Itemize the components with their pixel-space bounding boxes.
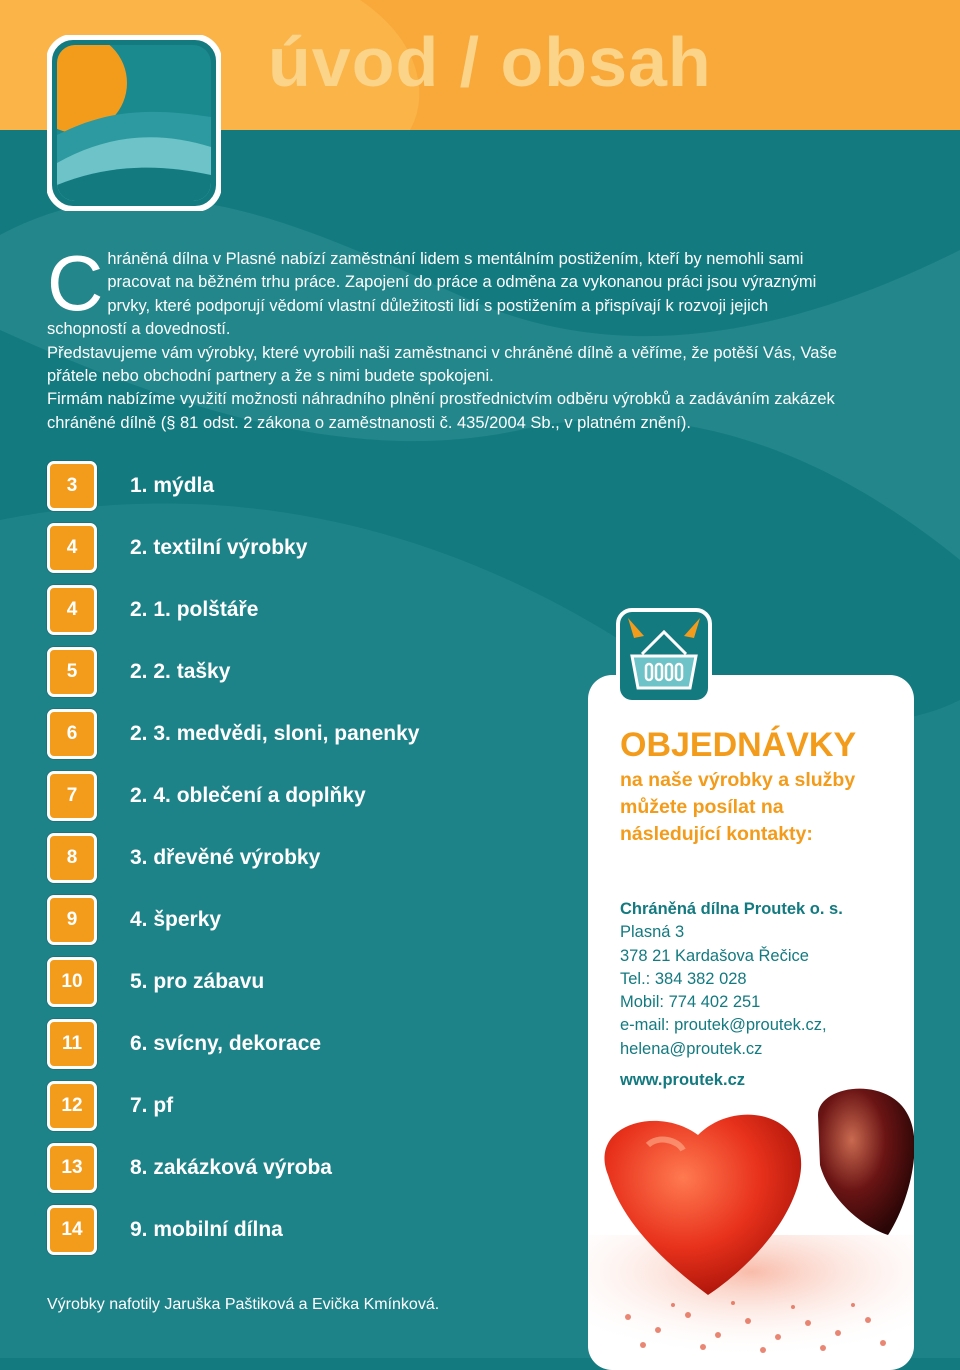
toc-item[interactable] bbox=[47, 1205, 419, 1255]
toc-label: 2. 2. tašky bbox=[130, 660, 231, 683]
toc-label: 3. dřevěné výrobky bbox=[130, 846, 321, 869]
product-photo-hearts bbox=[588, 1085, 914, 1358]
toc-page-number: 14 bbox=[47, 1205, 97, 1255]
toc-page-number: 10 bbox=[47, 957, 97, 1007]
toc-item[interactable] bbox=[47, 523, 419, 573]
toc-label: 2. 4. oblečení a doplňky bbox=[130, 784, 366, 807]
email-link[interactable]: e-mail: proutek@proutek.cz, bbox=[620, 1016, 827, 1035]
toc-label: 6. svícny, dekorace bbox=[130, 1032, 322, 1055]
toc-item[interactable] bbox=[47, 771, 419, 821]
table-of-contents bbox=[47, 461, 419, 1267]
company-name: Chráněná dílna Proutek o. s. bbox=[620, 900, 843, 918]
toc-label: 2. 3. medvědi, sloni, panenky bbox=[130, 722, 420, 745]
logo-sun-wave-icon bbox=[47, 35, 221, 211]
intro-paragraph-3: Firmám nabízíme využití možnosti náhradního plnění prostřednictvím odběru výrobků a zadáváním zakázek chráněné dílně (§ 81 odst. 2 zákona o zaměstnanosti č. 435/2004 Sb., v platném znění). bbox=[47, 390, 835, 432]
toc-page-number: 4 bbox=[47, 585, 97, 635]
toc-item[interactable] bbox=[47, 585, 419, 635]
street-address: Plasná 3 bbox=[620, 923, 685, 942]
intro-text bbox=[47, 239, 847, 435]
toc-page-number: 11 bbox=[47, 1019, 97, 1069]
email-link-2[interactable]: helena@proutek.cz bbox=[620, 1039, 763, 1058]
intro-paragraph-1: hráněná dílna v Plasné nabízí zaměstnání lidem s mentálním postižením, kteří by nemohli sami pracovat na běžném trhu práce. Zapojení do práce a odměna za vykonanou práci jsou výraznými prvky, které podporují vědomí vlastní důležitosti lidí s postižením a přispívají k rozvoji jejich schopností a dovedností. bbox=[47, 250, 817, 339]
toc-label: 1. mýdla bbox=[130, 474, 215, 497]
toc-page-number: 7 bbox=[47, 771, 97, 821]
toc-label: 7. pf bbox=[130, 1094, 174, 1117]
toc-label: 5. pro zábavu bbox=[130, 970, 265, 993]
toc-page-number: 5 bbox=[47, 647, 97, 697]
toc-page-number: 13 bbox=[47, 1143, 97, 1193]
toc-item[interactable] bbox=[47, 647, 419, 697]
mobile: Mobil: 774 402 251 bbox=[620, 993, 761, 1012]
website-link[interactable]: www.proutek.cz bbox=[620, 1071, 745, 1090]
contact-block bbox=[620, 898, 900, 1092]
toc-label: 2. textilní výrobky bbox=[130, 536, 308, 559]
toc-item[interactable] bbox=[47, 1019, 419, 1069]
basket-icon bbox=[614, 606, 714, 706]
toc-item[interactable] bbox=[47, 895, 419, 945]
toc-page-number: 3 bbox=[47, 461, 97, 511]
toc-label: 4. šperky bbox=[130, 908, 222, 931]
toc-label: 8. zakázková výroba bbox=[130, 1156, 332, 1179]
city-address: 378 21 Kardašova Řečice bbox=[620, 946, 809, 965]
toc-page-number: 8 bbox=[47, 833, 97, 883]
toc-label: 2. 1. polštáře bbox=[130, 598, 259, 621]
toc-item[interactable] bbox=[47, 461, 419, 511]
toc-page-number: 4 bbox=[47, 523, 97, 573]
toc-item[interactable] bbox=[47, 709, 419, 759]
toc-page-number: 9 bbox=[47, 895, 97, 945]
phone: Tel.: 384 382 028 bbox=[620, 969, 747, 988]
page-title: úvod / obsah bbox=[268, 23, 712, 101]
toc-label: 9. mobilní dílna bbox=[130, 1218, 283, 1241]
toc-item[interactable] bbox=[47, 1143, 419, 1193]
intro-paragraph-2: Představujeme vám výrobky, které vyrobili naši zaměstnanci v chráněné dílně a věříme, že potěší Vás, Vaše přátele nebo obchodní partnery a že s nimi budete spokojeni. bbox=[47, 343, 837, 386]
toc-page-number: 12 bbox=[47, 1081, 97, 1131]
toc-page-number: 6 bbox=[47, 709, 97, 759]
drop-cap: C bbox=[47, 239, 104, 327]
toc-item[interactable] bbox=[47, 1081, 419, 1131]
toc-item[interactable] bbox=[47, 833, 419, 883]
toc-item[interactable] bbox=[47, 957, 419, 1007]
photo-credit: Výrobky nafotily Jaruška Paštiková a Evička Kmínková. bbox=[47, 1296, 440, 1313]
order-title: OBJEDNÁVKY bbox=[620, 726, 857, 764]
order-subtitle: na naše výrobky a služby můžete posílat na následující kontakty: bbox=[620, 769, 856, 845]
